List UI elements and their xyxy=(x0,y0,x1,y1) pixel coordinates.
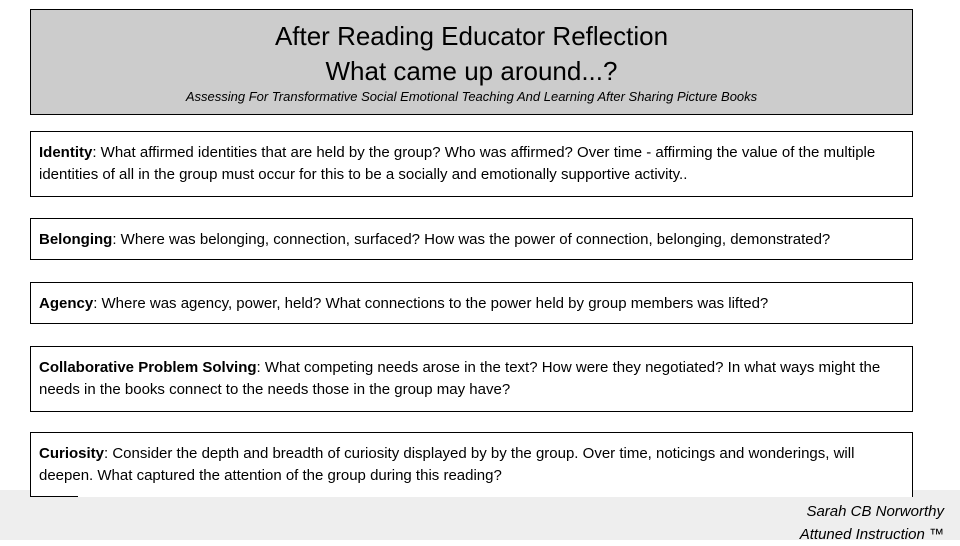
reflection-box-belonging xyxy=(30,218,913,260)
box-border-fragment xyxy=(30,496,78,497)
section-text: : Where was belonging, connection, surfaced? How was the power of connection, belonging, demonstrated? xyxy=(112,231,831,248)
page-title: After Reading Educator Reflection xyxy=(274,21,669,51)
page-subtitle-question: What came up around...? xyxy=(325,56,618,86)
reflection-box-agency xyxy=(30,282,913,324)
section-text: : What competing needs arose in the text? How were they negotiated? In what ways might the needs in the books connect to the needs those in the group may have? xyxy=(39,359,881,398)
reflection-box-identity xyxy=(30,131,913,197)
section-text: : Where was agency, power, held? What connections to the power held by group members was lifted? xyxy=(93,295,769,312)
author-name: Sarah CB Norworthy xyxy=(806,503,944,520)
author-signature xyxy=(800,500,944,546)
section-label: Agency xyxy=(39,295,94,312)
author-organization: Attuned Instruction ™ xyxy=(799,526,944,543)
title-banner xyxy=(30,9,913,115)
section-label: Belonging xyxy=(39,231,113,248)
reflection-box-collaborative-problem-solving xyxy=(30,346,913,412)
page-description: Assessing For Transformative Social Emotional Teaching And Learning After Sharing Picture Books xyxy=(185,89,758,104)
section-text: : What affirmed identities that are held by the group? Who was affirmed? Over time - affirming the value of the multiple identities of all in the group must occur for this to be a socially and emotionally supportive activity.. xyxy=(39,144,876,183)
section-label: Identity xyxy=(39,144,93,161)
section-text: : Consider the depth and breadth of curiosity displayed by by the group. Over time, noticings and wonderings, will deepen. What captured the attention of the group during this reading? xyxy=(39,445,855,484)
section-label: Collaborative Problem Solving xyxy=(39,359,257,376)
reflection-box-curiosity xyxy=(30,432,913,497)
section-label: Curiosity xyxy=(39,445,105,462)
